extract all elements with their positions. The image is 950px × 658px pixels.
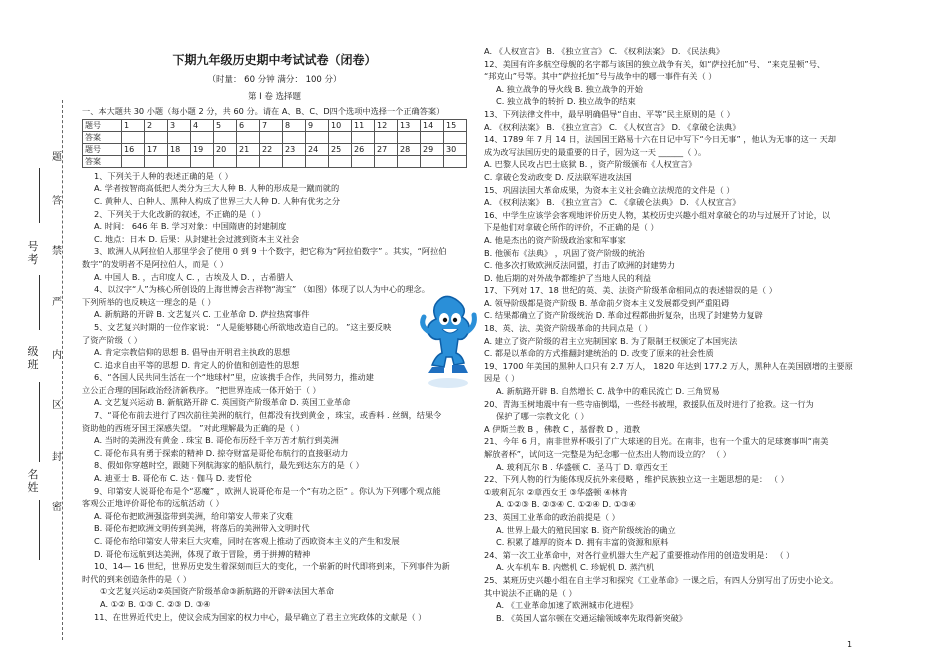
answer-cell[interactable] <box>214 155 237 167</box>
question-line: 6、“各国人民共同生活在一个“地球村”里，应该携手合作，共同努力，推动建 <box>94 372 374 383</box>
answer-cell[interactable] <box>237 155 260 167</box>
right-questions <box>484 45 864 624</box>
answer-cell[interactable] <box>398 155 421 167</box>
answer-cell[interactable] <box>375 131 398 143</box>
question-line: C. 结果都确立了资产阶级统治 D. 革命过程都曲折复杂，出现了封建势力复辟 <box>484 310 763 321</box>
question-number-cell: 18 <box>168 143 191 155</box>
question-number-cell: 7 <box>260 119 283 131</box>
question-number-cell: 28 <box>398 143 421 155</box>
binding-dashed-line <box>62 100 63 640</box>
binding-char: 封 <box>52 452 62 463</box>
name-label: 名姓 <box>27 468 39 494</box>
table-header-cell: 答案 <box>83 131 122 143</box>
question-line: 22、下列人物的行为能体现反抗外来侵略 ，维护民族独立这一主题思想的是： （ ） <box>484 474 789 485</box>
question-line: C. 他多次打败欧洲反法同盟，打击了欧洲的封建势力 <box>484 260 676 271</box>
question-line: A. 哥伦布把欧洲强盗带到美洲，给印第安人带来了灾难 <box>94 510 293 521</box>
question-number-cell: 25 <box>329 143 352 155</box>
left-questions <box>82 170 467 623</box>
question-line: A. 《人权宣言》 B. 《独立宣言》 C. 《权利法案》 D. 《民法典》 <box>484 46 725 56</box>
question-line: 17、下列对 17、18 世纪的英、美、法资产阶级革命相同点的表述错误的是（ ） <box>484 285 777 296</box>
question-line: C. 追求自由平等的思想 D. 肯定人的价值和创造性的思想 <box>94 359 300 370</box>
question-number-cell: 8 <box>283 119 306 131</box>
question-line: 下列所举的也反映这一理念的是（ ） <box>82 296 216 307</box>
answer-cell[interactable] <box>122 131 145 143</box>
question-line: 8、假如你穿越时空，跟随下列航海家的船队航行，最先到达东方的是（ ） <box>94 460 364 471</box>
question-line: C. 积累了雄厚的资本 D. 拥有丰富的资源和原料 <box>496 537 669 548</box>
question-line: 7、“哥伦布前去进行了四次前往美洲的航行，但都没有找到黄金 ，珠宝，或香料 . 丝绸，结果令 <box>94 410 442 421</box>
question-number-cell: 21 <box>237 143 260 155</box>
haibao-mascot-image <box>418 295 480 391</box>
right-column <box>484 45 864 624</box>
question-line: C. 独立战争的转折 D. 独立战争的结束 <box>496 96 636 107</box>
question-number-cell: 15 <box>444 119 467 131</box>
answer-cell[interactable] <box>191 131 214 143</box>
question-line: 20、青海玉树地震中有一些寺庙倒塌，一些经书被埋，救援队伍及时进行了抢救。这一行为 <box>484 398 814 409</box>
question-line: 立公正合理的国际政治经济新秩序。 ”把世界连成一体开始于（ ） <box>82 384 321 395</box>
question-line: ①玻利瓦尔 ②章西女王 ③华盛顿 ④林肯 <box>484 486 628 497</box>
answer-cell[interactable] <box>398 131 421 143</box>
question-number-cell: 26 <box>352 143 375 155</box>
question-line: 5、文艺复兴时期的一位作家说： “人是能够随心所欲地改造自己的。 ”这主要反映 <box>94 321 392 332</box>
question-line: A. ①② B. ①③ C. ②③ D. ③④ <box>100 598 211 609</box>
answer-cell[interactable] <box>237 131 260 143</box>
answer-cell[interactable] <box>283 131 306 143</box>
question-number-cell: 22 <box>260 143 283 155</box>
question-number-cell: 11 <box>352 119 375 131</box>
question-number-cell: 29 <box>421 143 444 155</box>
question-line: A. 领导阶级都是资产阶级 B. 革命前夕资本主义发展都受到严重阻碍 <box>484 297 730 308</box>
answer-cell[interactable] <box>421 131 444 143</box>
question-line: 4、以汉字“人”为核心所创设的上海世博会吉祥物“海宝” （如图）体现了以人为中心的理念。 <box>94 284 430 295</box>
answer-cell[interactable] <box>214 131 237 143</box>
question-line: 11、在世界近代史上，使议会成为国家的权力中心，最早确立了君主立宪政体的文献是（ ） <box>94 611 427 622</box>
blank-line <box>39 168 40 223</box>
question-number-cell: 6 <box>237 119 260 131</box>
table-header-cell: 答案 <box>83 155 122 167</box>
table-header-cell: 题号 <box>83 119 122 131</box>
question-line: A. 学者按智商高低把人类分为三大人种 B. 人种的形成是一蹴而就的 <box>94 183 340 194</box>
answer-cell[interactable] <box>375 155 398 167</box>
question-line: 2、下列关于大化改新的叙述，不正确的是（ ） <box>94 208 266 219</box>
exam-subtitle: （时量： 60 分钟 满分： 100 分） <box>207 75 342 85</box>
question-line: A. 建立了资产阶级的君主立宪制国家 B. 为了限制王权颁定了本国宪法 <box>484 335 738 346</box>
question-number-cell: 4 <box>191 119 214 131</box>
binding-char: 内 <box>52 350 62 361</box>
question-line: 19、1700 年美国的黑种人口只有 2.7 万人， 1820 年达到 177.2 万人，黑种人在美国剧增的主要原 <box>484 360 853 371</box>
binding-char: 答 <box>52 196 62 207</box>
question-line: A. 新航路的开辟 B. 文艺复兴 C. 工业革命 D. 萨拉热窝事件 <box>94 309 310 320</box>
binding-char: 严 <box>52 297 62 308</box>
question-line: 保护了哪一宗教文化（ ） <box>496 411 589 422</box>
answer-cell[interactable] <box>122 155 145 167</box>
question-line: A. ①②③ B. ②③④ C. ①②④ D. ①③④ <box>496 499 636 510</box>
question-line: A. 肯定宗教信仰的思想 B. 倡导由开明君主执政的思想 <box>94 347 291 358</box>
question-number-cell: 20 <box>214 143 237 155</box>
question-line: C. 都是以革命的方式推翻封建统治的 D. 改变了原来的社会性质 <box>484 348 714 359</box>
blank-line <box>39 500 40 560</box>
blank-line <box>39 275 40 330</box>
section-heading: 一、本大题共 30 小题（每小题 2 分，共 60 分。请在 A、B、C、D四个选项中选择一个正确答案） <box>82 106 445 117</box>
question-line: 15、巩固法国大革命成果，为资本主义社会确立法规范的文件是（ ） <box>484 184 735 195</box>
answer-cell[interactable] <box>329 155 352 167</box>
question-line: 10、14— 16 世纪，世界历史发生着深刻而巨大的变化，一个崭新的时代即将到来，下列事件为新 <box>94 561 450 572</box>
question-line: 因是（ ） <box>484 373 520 384</box>
question-line: A. 中国人 B. ，古印度人 C. ，古埃及人 D. ，古希腊人 <box>94 271 294 282</box>
exam-title: 下期九年级历史期中考试试卷（闭卷） <box>172 53 377 67</box>
question-number-cell: 19 <box>191 143 214 155</box>
question-number-cell: 30 <box>444 143 467 155</box>
student-number-label: 号考 <box>27 240 39 266</box>
answer-cell[interactable] <box>444 131 467 143</box>
question-line: 了资产阶级（ ） <box>82 334 142 345</box>
binding-char: 禁 <box>52 246 62 257</box>
answer-cell[interactable] <box>283 155 306 167</box>
question-line: A. 玻利瓦尔 B . 华盛顿 C．圣马丁 D. 章西女王 <box>496 461 668 472</box>
blank-line <box>39 382 40 462</box>
question-line: A. 时间： 646 年 B. 学习对象：中国隋唐的封建制度 <box>94 221 287 232</box>
question-line: 客观公正地评价哥伦布的远航活动（ ） <box>82 498 224 509</box>
answer-table <box>82 119 467 168</box>
answer-cell[interactable] <box>352 131 375 143</box>
question-line: A. 巴黎人民攻占巴士底狱 B. ，资产阶级颁布《人权宣言》 <box>484 159 697 170</box>
question-line: 18、英、法、美资产阶级革命的共同点是（ ） <box>484 323 653 334</box>
page-number: 1 <box>847 640 853 649</box>
question-line: C. 拿破仑发动政变 D. 反法联军进攻法国 <box>484 171 632 182</box>
question-line: 23、英国工业革命的政治前提是（ ） <box>484 511 620 522</box>
question-line: 3、欧洲人从阿拉伯人那里学会了使用 0 到 9 十个数字，把它称为“阿拉伯数字” 。其实，“阿拉伯 <box>94 246 447 257</box>
question-line: “邦克山”号等。其中“萨拉托加”号与战争中的哪一事件有关（ ） <box>484 71 717 82</box>
question-number-cell: 5 <box>214 119 237 131</box>
question-line: 16、中学生应该学会客观地评价历史人物，某校历史兴趣小组对拿破仑的功与过展开了讨论，以 <box>484 209 831 220</box>
binding-char: 密 <box>52 502 62 513</box>
question-number-cell: 13 <box>398 119 421 131</box>
question-line: C. 黄种人、白种人、黑种人构成了世界三大人种 D. 人种有优劣之分 <box>94 195 341 206</box>
answer-cell[interactable] <box>260 155 283 167</box>
answer-row <box>83 155 467 167</box>
answer-row <box>83 131 467 143</box>
question-number-cell: 17 <box>145 143 168 155</box>
question-line: A. 新航路开辟 B. 自然增长 C. 战争中的难民流亡 D. 三角贸易 <box>496 386 720 397</box>
question-line: 21、今年 6 月，南非世界杯吸引了广大球迷的目光。在南非，也有一个重大的足球赛事叫“南美 <box>484 436 829 447</box>
question-number-cell: 1 <box>122 119 145 131</box>
question-number-cell: 3 <box>168 119 191 131</box>
answer-cell[interactable] <box>145 155 168 167</box>
question-line: 1、下列关于人种的表述正确的是（ ） <box>94 170 233 181</box>
question-line: 时代的到来创造条件的是（ ） <box>82 573 192 584</box>
question-line: A. 《工业革命加速了欧洲城市化进程》 <box>496 600 638 611</box>
left-column <box>82 52 467 623</box>
question-line: D. 哥伦布远航到达美洲，体现了敢于冒险，勇于拼搏的精神 <box>94 548 311 559</box>
question-number-cell: 14 <box>421 119 444 131</box>
class-label: 级班 <box>27 345 39 371</box>
binding-char: 题 <box>52 152 62 163</box>
question-line: C. 地点：日本 D. 后果：从封建社会过渡到资本主义社会 <box>94 233 300 244</box>
question-line: 资助他的西班牙国王深感失望。 ”对此理解最为正确的是（ ） <box>82 422 305 433</box>
question-line: A 伊斯兰教 B ，佛教 C ，基督教 D ，道教 <box>484 423 641 434</box>
question-line: ①文艺复兴运动②英国资产阶级革命③新航路的开辟④法国大革命 <box>100 586 335 597</box>
question-line: A. 他是杰出的资产阶级政治家和军事家 <box>484 234 626 245</box>
question-line: A. 《权利法案》 B. 《独立宣言》 C. 《拿破仑法典》 D. 《人权宣言》 <box>484 197 741 208</box>
answer-cell[interactable] <box>421 155 444 167</box>
question-line: C. 哥伦布给印第安人带来巨大灾难，同时在客观上推动了西欧资本主义的产生和发展 <box>94 536 400 546</box>
answer-cell[interactable] <box>306 155 329 167</box>
table-header-cell: 题号 <box>83 143 122 155</box>
question-line: 14、1789 年 7 月 14 日，法国国王路易十六在日记中写下“今日无事” ，他认为无事的这一 天却 <box>484 134 836 145</box>
answer-cell[interactable] <box>168 131 191 143</box>
question-line: 数字”的发明者不是阿拉伯人，而是（ ） <box>82 258 229 269</box>
question-line: 25、某班历史兴趣小组在自主学习和探究《工业革命》一课之后，有四人分别写出了历史小论文。 <box>484 574 839 585</box>
question-number-cell: 23 <box>283 143 306 155</box>
question-number-cell: 2 <box>145 119 168 131</box>
question-line: 24、第一次工业革命中，对各行业机器大生产起了重要推动作用的创造发明是： （ ） <box>484 549 795 560</box>
question-line: C. 哥伦布具有勇于探索的精神 D. 掠夺财富是哥伦布航行的直接驱动力 <box>94 447 349 458</box>
question-line: A. 文艺复兴运动 B. 新航路开辟 C. 英国资产阶级革命 D. 英国工业革命 <box>94 397 351 408</box>
question-line: 13、下列法律文件中，最早明确倡导“自由、平等”民主原则的是（ ） <box>484 108 735 119</box>
answer-cell[interactable] <box>444 155 467 167</box>
question-line: A. 世界上最大的殖民国家 B. 资产阶级统治的确立 <box>496 524 676 535</box>
answer-cell[interactable] <box>191 155 214 167</box>
answer-cell[interactable] <box>352 155 375 167</box>
question-number-cell: 24 <box>306 143 329 155</box>
binding-char: 区 <box>52 400 62 411</box>
question-number-cell: 16 <box>122 143 145 155</box>
question-line: D. 他后期的对外战争都维护了当地人民的利益 <box>484 272 652 283</box>
question-line: 成为改写法国历史的最重要的日子，因为这一天 ______（ ）。 <box>484 146 707 157</box>
answer-cell[interactable] <box>260 131 283 143</box>
answer-cell[interactable] <box>168 155 191 167</box>
question-line: A. 当时的美洲没有黄金 . 珠宝 B. 哥伦布历经千辛万苦才航行到美洲 <box>94 435 339 446</box>
answer-cell[interactable] <box>145 131 168 143</box>
question-line: 下是他们对拿破仑所作的评价，不正确的是（ ） <box>484 222 659 233</box>
question-line: 12、美国有许多航空母舰的名字都与该国的独立战争有关，如“萨拉托加”号、 “来克星顿”号、 <box>484 58 826 69</box>
question-number-cell: 10 <box>329 119 352 131</box>
question-line: 解放者杯”，试问这一完整是为纪念哪一位杰出人物而设立的？ （ ） <box>484 449 731 459</box>
answer-cell[interactable] <box>329 131 352 143</box>
question-line: A. 迪亚士 B. 哥伦布 C. 达 · 伽马 D. 麦哲伦 <box>94 473 252 484</box>
volume-heading: 第 I 卷 选择题 <box>247 91 302 102</box>
question-line: A. 火车机车 B. 内燃机 C. 珍妮机 D. 蒸汽机 <box>496 562 655 573</box>
answer-cell[interactable] <box>306 131 329 143</box>
question-number-cell: 9 <box>306 119 329 131</box>
question-line: A. 《权利法案》 B. 《独立宣言》 C. 《人权宣言》 D. 《拿破仑法典》 <box>484 121 741 132</box>
question-number-cell: 27 <box>375 143 398 155</box>
question-line: B. 他颁布《法典》 ，巩固了资产阶级的统治 <box>484 247 645 258</box>
binding-margin <box>0 0 70 658</box>
question-number-cell: 12 <box>375 119 398 131</box>
question-line: A. 独立战争的导火线 B. 独立战争的开始 <box>496 83 643 94</box>
question-line: 9、印第安人说哥伦布是个“恶魔” ，欧洲人说哥伦布是一个“有功之臣” 。你认为下列哪个观点能 <box>94 485 441 496</box>
question-line: B. 《英国人富尔顿在交通运输领域率先取得新突破》 <box>496 612 687 623</box>
question-line: B. 哥伦布把欧洲文明传到美洲，将落后的美洲带入文明时代 <box>94 523 310 534</box>
question-line: 其中说法不正确的是（ ） <box>484 587 577 598</box>
